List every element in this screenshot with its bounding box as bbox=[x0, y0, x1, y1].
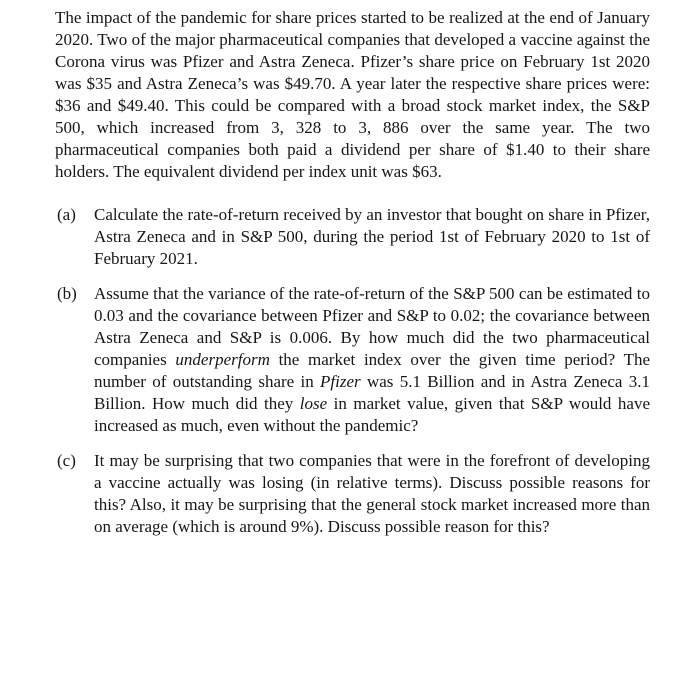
text-run: Calculate the rate-of-return received by an investor that bought on share in Pfizer, Astra Zeneca and in S&P 500, during the period 1st of February 2020 to 1st of February 2021. bbox=[94, 205, 650, 268]
item-c-text bbox=[94, 450, 650, 538]
intro-paragraph: The impact of the pandemic for share prices started to be realized at the end of January 2020. Two of the major pharmaceutical companies that developed a vaccine against the Corona virus was Pfizer and Astra Zeneca. Pfizer’s share price on February 1st 2020 was $35 and Astra Zeneca’s was $49.70. A year later the respective share prices were: $36 and $49.40. This could be compared with a broad stock market index, the S&P 500, which increased from 3, 328 to 3, 886 over the same year. The two pharmaceutical companies both paid a dividend per share of $1.40 to their share holders. The equivalent dividend per index unit was $63. bbox=[55, 8, 650, 181]
text-run: the market index over the given time period? The number of outstanding share in bbox=[94, 350, 650, 391]
item-b-text bbox=[94, 283, 650, 437]
text-run: was 5.1 Billion and in Astra Zeneca 3.1 Billion. How much did they bbox=[94, 372, 650, 413]
item-c-label: (c) bbox=[57, 451, 76, 470]
text-run: in market value, given that S&P would have increased as much, even without the pandemic? bbox=[94, 394, 651, 435]
text-run-italic: underperform bbox=[175, 350, 270, 369]
text-run-italic: lose bbox=[299, 394, 328, 413]
item-b-label: (b) bbox=[57, 284, 77, 303]
text-run-italic: Pfizer bbox=[320, 372, 361, 391]
list-item-b bbox=[57, 283, 650, 437]
item-a-label: (a) bbox=[57, 205, 76, 224]
text-run: Assume that the variance of the rate-of-return of the S&P 500 can be estimated to 0.03 and the covariance between Pfizer and S&P to 0.02; the covariance between Astra Zeneca and S&P is 0.006. By how much did the two pharmaceutical companies bbox=[94, 284, 650, 369]
list-item-c bbox=[57, 450, 650, 538]
text-run: It may be surprising that two companies that were in the forefront of developing a vaccine actually was losing (in relative terms). Discuss possible reasons for this? Also, it may be surprising that the general stock market increased more than on average (which is around 9%). Discuss possible reason for this? bbox=[94, 451, 650, 536]
question-list bbox=[55, 204, 650, 538]
list-item-a bbox=[57, 204, 650, 270]
item-a-text bbox=[94, 204, 650, 270]
